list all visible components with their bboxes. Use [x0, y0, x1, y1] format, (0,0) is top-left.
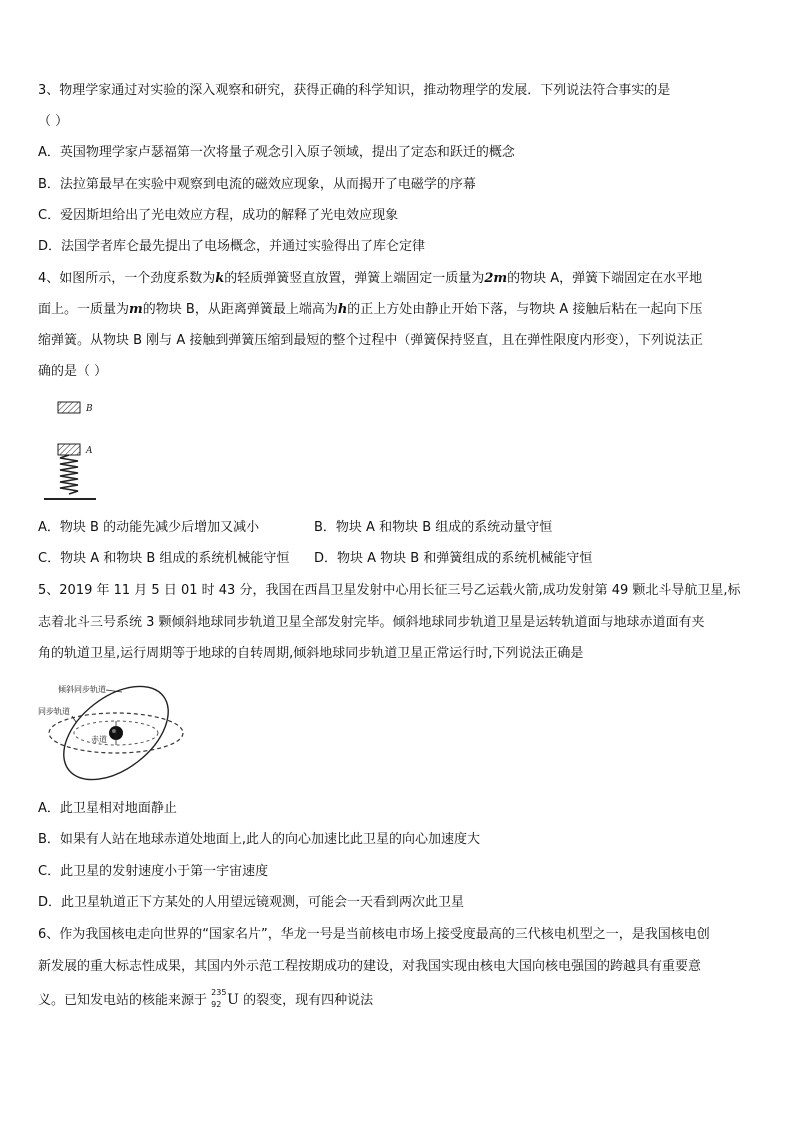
var-2m: 2m — [484, 271, 508, 286]
q3-stem-line1: 3、物理学家通过对实验的深入观察和研究，获得正确的科学知识，推动物理学的发展．下列说法符合事实的是 — [38, 83, 671, 98]
mass-number: 235 — [211, 987, 227, 997]
spring — [60, 455, 78, 494]
spring-blocks-figure — [40, 395, 130, 505]
q4-stem-line1 — [38, 270, 702, 288]
q6-stem-line2: 新发展的重大标志性成果，其国内外示范工程按期成功的建设，对我国实现由核电大国向核电强国的跨越具有重要意 — [38, 959, 702, 974]
q3-option-c: C．爱因斯坦给出了光电效应方程，成功的解释了光电效应现象 — [38, 208, 399, 223]
var-m: m — [129, 302, 143, 317]
q3-option-a: A．英国物理学家卢瑟福第一次将量子观念引入原子领域，提出了定态和跃迁的概念 — [38, 145, 515, 160]
q6-stem-line1: 6、作为我国核电走向世界的“国家名片”，华龙一号是当前核电市场上接受度最高的三代核电机型之一，是我国核电创 — [38, 927, 710, 942]
q5-option-c: C．此卫星的发射速度小于第一宇宙速度 — [38, 864, 269, 879]
element-symbol: U — [227, 992, 239, 1008]
block-a — [58, 444, 80, 455]
q6-text: 的裂变，现有四种说法 — [243, 993, 374, 1008]
q4-option-d: D．物块 A 物块 B 和弹簧组成的系统机械能守恒 — [314, 551, 593, 566]
q4-stem-line4: 确的是（ ） — [38, 364, 108, 379]
q5-stem-line2: 志着北斗三号系统 3 颗倾斜地球同步轨道卫星全部发射完毕。倾斜地球同步轨道卫星是运转轨道面与地球赤道面有夹 — [38, 615, 705, 630]
q5-option-a: A．此卫星相对地面静止 — [38, 801, 177, 816]
q4-text: 4、如图所示，一个劲度系数为 — [38, 271, 216, 286]
q4-text: 的物块 A，弹簧下端固定在水平地 — [507, 271, 703, 286]
q3-option-b: B．法拉第最早在实验中观察到电流的磁效应现象，从而揭开了电磁学的序幕 — [38, 177, 476, 192]
q5-option-d: D．此卫星轨道正下方某处的人用望远镜观测，可能会一天看到两次此卫星 — [38, 895, 465, 910]
q5-stem-line3: 角的轨道卫星,运行周期等于地球的自转周期,倾斜地球同步轨道卫星正常运行时,下列说法正确是 — [38, 646, 584, 661]
block-a-label: A — [86, 446, 93, 456]
atomic-number: 92 — [211, 999, 222, 1009]
label-equator: 赤道 — [91, 735, 107, 744]
q4-text: 的正上方处由静止开始下落，与物块 A 接触后粘在一起向下压 — [347, 302, 703, 317]
q4-option-b: B．物块 A 和物块 B 组成的系统动量守恒 — [314, 520, 553, 535]
q4-text: 的轻质弹簧竖直放置，弹簧上端固定一质量为 — [224, 271, 485, 286]
q5-option-b: B．如果有人站在地球赤道处地面上,此人的向心加速比此卫星的向心加速度大 — [38, 832, 481, 847]
q6-stem-line3 — [38, 987, 374, 1010]
q3-answer-blank: （ ） — [38, 114, 69, 129]
q3-option-d: D．法国学者库仑最先提出了电场概念，并通过实验得出了库仑定律 — [38, 239, 426, 254]
block-b-label: B — [86, 404, 93, 414]
block-b — [58, 402, 80, 413]
q4-stem-line3: 缩弹簧。从物块 B 刚与 A 接触到弹簧压缩到最短的整个过程中（弹簧保持竖直，且在弹性限度内形变），下列说法正 — [38, 333, 703, 348]
q5-stem-line1: 5、2019 年 11 月 5 日 01 时 43 分，我国在西昌卫星发射中心用长征三号乙运载火箭,成功发射第 49 颗北斗导航卫星,标 — [38, 583, 741, 598]
q6-text: 义。已知发电站的核能来源于 — [38, 993, 208, 1008]
uranium-nuclide — [211, 987, 227, 1010]
orbit-figure — [36, 676, 186, 786]
var-k: k — [215, 271, 225, 286]
q4-text: 面上。一质量为 — [38, 302, 130, 317]
q4-text: 的物块 B，从距离弹簧最上端高为 — [142, 302, 338, 317]
q4-option-c: C．物块 A 和物块 B 组成的系统机械能守恒 — [38, 551, 290, 566]
label-sync-orbit: 同步轨道 — [38, 707, 70, 716]
label-inclined-orbit: 倾斜同步轨道 — [58, 685, 106, 694]
q4-stem-line2 — [38, 301, 702, 319]
q4-option-a: A．物块 B 的动能先减少后增加又减小 — [38, 520, 260, 535]
var-h: h — [337, 302, 348, 317]
